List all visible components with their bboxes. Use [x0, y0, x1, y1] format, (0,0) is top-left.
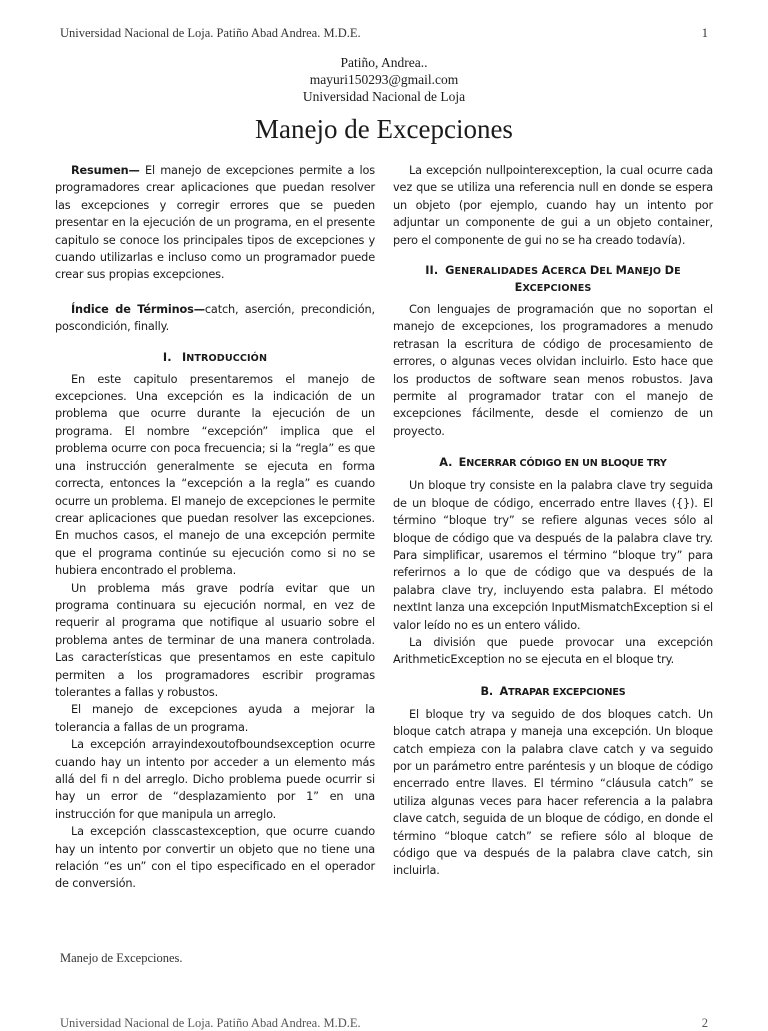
index-terms [55, 301, 375, 336]
paragraph: La excepción nullpointerexception, la cual ocurre cada vez que se utiliza una referencia null en donde se espera un objeto (por ejemplo, cuando hay un intento por adjuntar un componente de gui a un objeto container, pero el componente de gui no se ha creado todavía). [393, 164, 713, 247]
paragraph: Un problema más grave podría evitar que un programa continuara su ejecución normal, en vez de requerir al programa que notifique al usuario sobre el problema antes de terminar de una manera controlada. Las características que presentamos en este capitulo permiten a los programadores escribir programas tolerantes a fallas y robustos. [55, 581, 375, 699]
subsection-heading-try: A. ENCERRAR CÓDIGO EN UN BLOQUE TRY [439, 456, 667, 470]
page-number: 1 [701, 26, 708, 40]
paragraph: El bloque try va seguido de dos bloques catch. Un bloque catch atrapa y maneja una excepción. Un bloque catch empieza con la palabra clave catch y va seguido por un parámetro entre paréntesis y un bloque de código encerrado entre llaves. El término “cláusula catch” se utiliza algunas veces para hacer referencia a la palabra clave catch, seguida de un bloque de código, en donde el término “bloque catch” se refiere sólo al bloque de código que va después de la palabra clave catch, sin incluirla. [393, 707, 713, 878]
author-block [0, 54, 768, 105]
page-number: 2 [701, 1016, 708, 1030]
paragraph: La excepción arrayindexoutofboundsexception ocurre cuando hay un intento por acceder a un elemento más allá del fi n del arreglo. Dicho problema puede ocurrir si hay un error de “desplazamiento por 1” en una instrucción for que manipula un arreglo. [55, 738, 375, 821]
document-title: Manejo de Excepciones [255, 114, 513, 144]
right-column [393, 162, 713, 880]
footer-note: Manejo de Excepciones. [60, 951, 183, 965]
paragraph: El manejo de excepciones ayuda a mejorar la tolerancia a fallas de un programa. [55, 703, 375, 734]
running-head-text: Universidad Nacional de Loja. Patiño Abad Andrea. M.D.E. [60, 1016, 361, 1030]
abstract [55, 162, 375, 284]
left-column [55, 162, 375, 893]
section-heading-generalidades: II. GENERALIDADES ACERCA DEL MANEJO DE EXCEPCIONES [425, 264, 681, 295]
paragraph: Con lenguajes de programación que no soportan el manejo de excepciones, los programadores a menudo retrasan la escritura de código de procesamiento de errores, o algunas veces olvidan incluirlo. Esto hace que los productos de software sean menos robustos. Java permite al programador tratar con el manejo de excepciones fácilmente, desde el comienzo de un proyecto. [393, 303, 713, 438]
paragraph: La división que puede provocar una excepción ArithmeticException no se ejecuta en el bloque try. [393, 635, 713, 667]
index-terms-label: Índice de Términos— [71, 302, 205, 316]
author-email[interactable]: mayuri150293@gmail.com [309, 72, 459, 87]
paragraph: En este capitulo presentaremos el manejo de excepciones. Una excepción es la indicación de un problema que ocurre durante la ejecución de un programa. El nombre “excepción” implica que el problema ocurre con poca frecuencia; si la “regla” es que una instrucción generalmente se ejecuta en forma correcta, entonces la “excepción a la regla” es cuando ocurre un problema. El manejo de excepciones le permite crear aplicaciones que puedan resolver las excepciones. En muchos casos, el manejo de una excepción permite que el programa continúe su ejecución como si no se hubiera encontrado el problema. [55, 372, 375, 578]
running-head-text: Universidad Nacional de Loja. Patiño Abad Andrea. M.D.E. [60, 26, 361, 40]
paragraph: Un bloque try consiste en la palabra clave try seguida de un bloque de código, encerrado entre llaves ({}). El término “bloque try” se refiere algunas veces sólo al bloque de código que va después de la palabra clave try. Para simplificar, usaremos el término “bloque try” para referirnos a lo que de código que va después de la palabra clave try, incluyendo esta palabra. El método nextInt lanza una excepción InputMismatchException si el valor leído no es un entero válido. [393, 479, 713, 632]
abstract-label: Resumen— [71, 164, 140, 177]
author-affiliation: Universidad Nacional de Loja [302, 89, 466, 104]
subsection-heading-atrapar: B. ATRAPAR EXCEPCIONES [480, 684, 626, 698]
paragraph: La excepción classcastexception, que ocurre cuando hay un intento por convertir un objeto que no tiene una relación “es un” con el tipo especificado en el operador de conversión. [55, 825, 375, 891]
abstract-text: El manejo de excepciones permite a los programadores crear aplicaciones que puedan resolver las excepciones y corregir errores que se pueden presentar en la ejecución de un programa, en el presente capitulo se conoce los principales tipos de excepciones y cuando utilizarlas e incluso como un programador puede crear sus propias excepciones. [55, 164, 375, 282]
index-terms-text: catch, aserción, precondición, poscondición, finally. [55, 302, 376, 334]
running-head [60, 26, 708, 41]
author-name: Patiño, Andrea.. [340, 55, 428, 70]
section-heading-introduccion: I. INTRODUCCIÓN [162, 350, 268, 364]
